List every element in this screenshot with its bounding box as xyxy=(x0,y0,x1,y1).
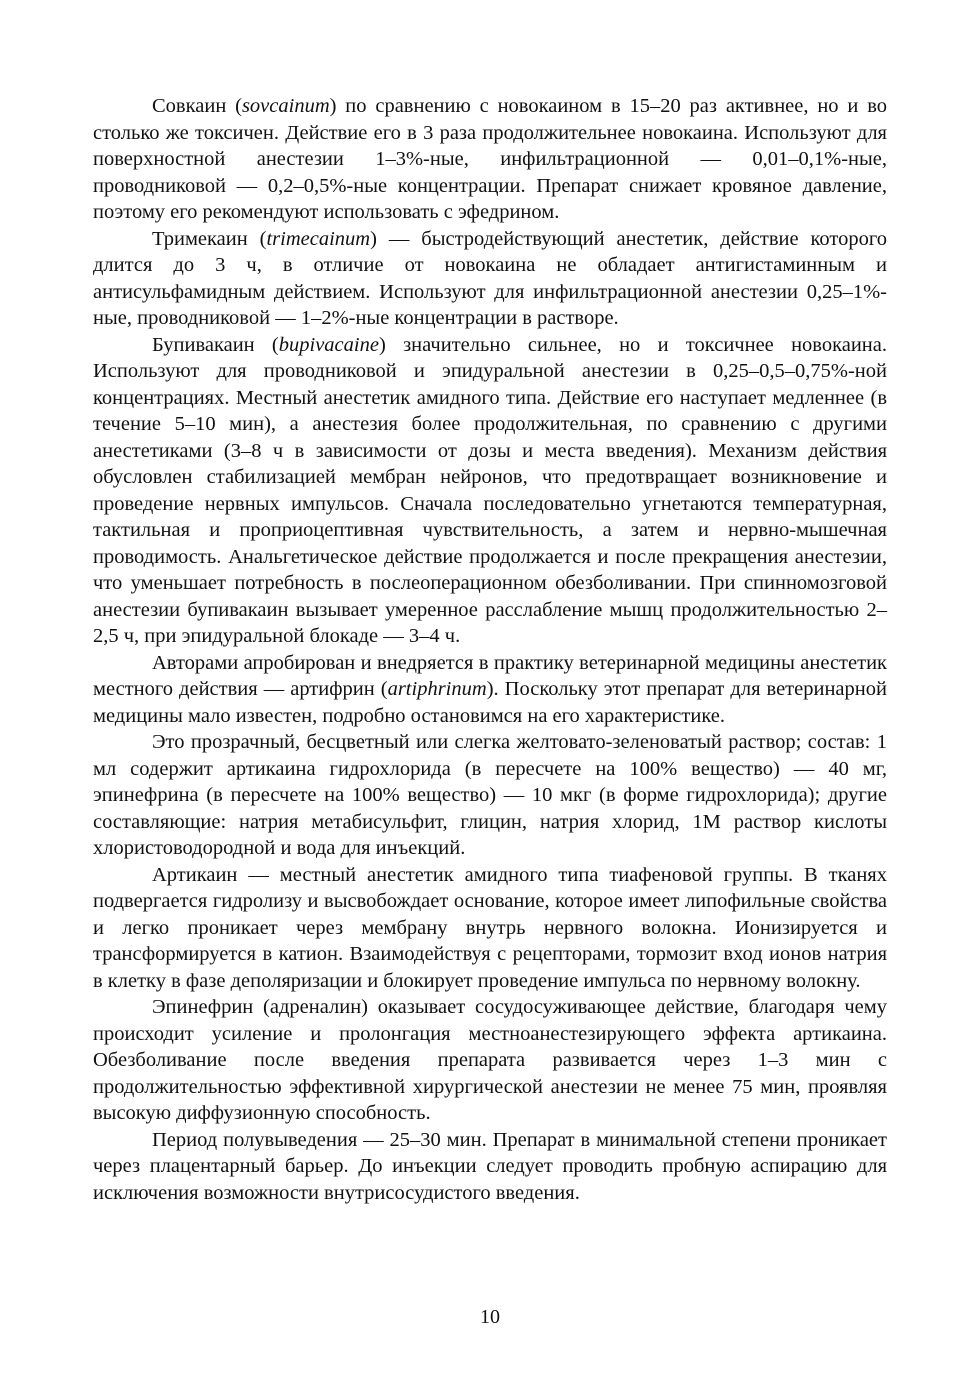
paragraph-half-life xyxy=(93,1127,887,1207)
paragraph-text: Совкаин ( xyxy=(152,95,242,117)
paragraph-text: ) по сравнению с новокаином в 15–20 раз активнее, но и во столько же токсичен. Действие его в 3 раза продолжительнее новокаина. Используют для поверхностной анестезии 1–3%-ные, инфильтрационной — 0,01–0,1%-ные, проводниковой — 0,2–0,5%-ные концентрации. Препарат снижает кровяное давление, поэтому его рекомендуют использовать с эфедрином. xyxy=(93,95,887,223)
latin-term: trimecainum xyxy=(266,227,371,250)
paragraph-text: ) значительно сильнее, но и токсичнее новокаина. Используют для проводниковой и эпидуральной анестезии в 0,25–0,5–0,75%-ной концентрациях. Местный анестетик амидного типа. Действие его наступает медленнее (в течение 5–10 мин), а анестезия более продолжительная, по сравнению с другими анестетиками (3–8 ч в зависимости от дозы и места введения). Механизм действия обусловлен стабилизацией мембран нейронов, что предотвращает возникновение и проведение нервных импульсов. Сначала последовательно угнетаются температурная, тактильная и проприоцептивная чувствительность, а затем и нервно-мышечная проводимость. Анальгетическое действие продолжается и после прекращения анестезии, что уменьшает потребность в послеоперационном обезболивании. При спинномозговой анестезии бупивакаин вызывает умеренное расслабление мышц продолжительностью 2–2,5 ч, при эпидуральной блокаде — 3–4 ч. xyxy=(93,333,887,647)
latin-term: artiphrinum xyxy=(387,678,487,700)
body-text xyxy=(93,93,887,1206)
paragraph-epinephrine xyxy=(93,994,887,1127)
paragraph-trimecaine xyxy=(93,226,887,332)
paragraph-sovcaine xyxy=(93,93,887,226)
paragraph-articaine xyxy=(93,862,887,995)
paragraph-text: ) — быстродействующий анестетик, действие которого длится до 3 ч, в отличие от новокаина не обладает антигистаминным и антисульфамидным действием. Используют для инфильтрационной анестезии 0,25–1%-ные, проводниковой — 1–2%-ные концентрации в растворе. xyxy=(93,227,887,329)
paragraph-text: Артикаин — местный анестетик амидного типа тиафеновой группы. В тканях подвергается гидролизу и высвобождает основание, которое имеет липофильные свойства и легко проникает через мембрану внутрь нервного волокна. Ионизируется и трансформируется в катион. Взаимодействуя с рецепторами, тормозит вход ионов натрия в клетку в фазе деполяризации и блокирует проведение импульса по нервному волокну. xyxy=(93,863,887,992)
paragraph-text: ). Поскольку этот препарат для ветеринарной медицины мало известен, подробно остановимся на его характеристике. xyxy=(93,678,887,727)
page-number: 10 xyxy=(480,1306,500,1328)
paragraph-text: Это прозрачный, бесцветный или слегка желтовато-зеленоватый раствор; состав: 1 мл содержит артикаина гидрохлорида (в пересчете на 100% вещество) — 40 мг, эпинефрина (в пересчете на 100% вещество) — 10 мкг (в форме гидрохлорида); другие составляющие: натрия метабисульфит, глицин, натрия хлорид, 1М раствор кислоты хлористоводородной и вода для инъекций. xyxy=(93,731,887,859)
latin-term: sovcainum xyxy=(241,95,330,117)
paragraph-text: Бупивакаин ( xyxy=(152,333,279,356)
paragraph-text: Авторами апробирован и внедряется в практику ветеринарной медицины анестетик местного действия — артифрин ( xyxy=(93,651,887,700)
latin-term: bupivacaine xyxy=(278,333,379,356)
paragraph-artiphrin-intro xyxy=(93,650,887,730)
paragraph-bupivacaine xyxy=(93,332,887,650)
paragraph-composition xyxy=(93,729,887,862)
paragraph-text: Период полувыведения — 25–30 мин. Препарат в минимальной степени проникает через плацентарный барьер. До инъекции следует проводить пробную аспирацию для исключения возможности внутрисосудистого введения. xyxy=(93,1128,887,1204)
paragraph-text: Тримекаин ( xyxy=(152,227,267,250)
paragraph-text: Эпинефрин (адреналин) оказывает сосудосуживающее действие, благодаря чему происходит усиление и пролонгация местноанестезирующего эффекта артикаина. Обезболивание после введения препарата развивается через 1–3 мин с продолжительностью эффективной хирургической анестезии не менее 75 мин, проявляя высокую диффузионную способность. xyxy=(93,996,887,1124)
